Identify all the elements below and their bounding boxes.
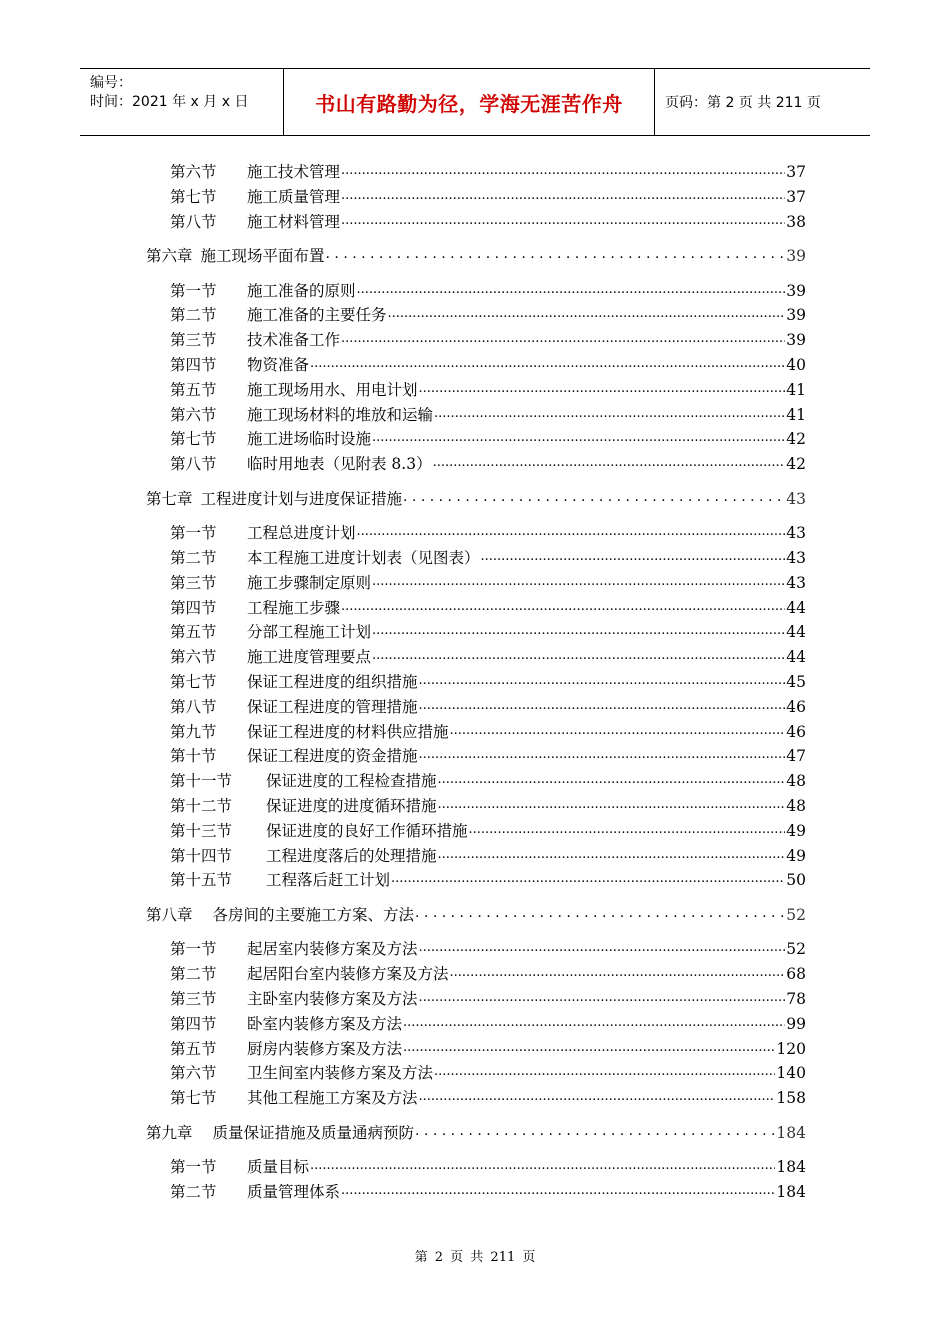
toc-section-entry[interactable] [170,672,806,694]
toc-section-entry[interactable] [170,548,806,570]
toc-entry-title: 保证工程进度的组织措施 [247,673,418,691]
toc-entry-title: 技术准备工作 [247,331,341,350]
toc-entry-page: 46 [786,697,806,716]
toc-entry-title: 各房间的主要施工方案、方法 [212,905,415,924]
toc-entry-title: 施工质量管理 [247,187,341,206]
toc-dot-leader [434,402,785,424]
toc-entry-page: 184 [776,1183,806,1201]
toc-dot-leader [419,694,786,716]
header-motto-cell [283,69,655,135]
toc-entry-number: 第三节 [170,331,217,350]
toc-entry-page: 42 [786,455,806,474]
toc-entry-number: 第一节 [170,940,217,959]
toc-entry-title: 临时用地表（见附表 8.3） [247,455,432,474]
toc-entry-page: 68 [786,965,806,984]
toc-dot-leader [419,1085,776,1107]
toc-dot-leader [326,243,786,264]
toc-entry-title: 质量管理体系 [247,1183,341,1201]
toc-entry-title: 施工现场材料的堆放和运输 [247,405,434,424]
toc-section-entry[interactable] [170,1157,806,1179]
toc-section-entry[interactable] [170,523,806,545]
toc-dot-leader [403,1036,775,1058]
toc-entry-page: 40 [786,356,806,374]
document-code-label: 编号： [90,75,132,91]
toc-entry-page: 37 [786,187,806,206]
toc-entry-number: 第七章 [146,489,193,508]
toc-entry-number: 第六章 [146,247,193,266]
toc-entry-number: 第十一节 [170,772,233,791]
toc-entry-title: 质量保证措施及质量通病预防 [212,1123,415,1142]
header-page-cell [655,69,870,135]
toc-entry-number: 第十节 [170,747,217,766]
toc-dot-leader [450,719,786,741]
toc-dot-leader [372,619,785,641]
toc-dot-leader [403,1011,785,1033]
toc-entry-number: 第四节 [170,1014,217,1033]
toc-entry-page: 43 [786,549,806,567]
toc-entry-number: 第十二节 [170,797,233,815]
toc-dot-leader [438,793,786,815]
toc-entry-title: 保证工程进度的材料供应措施 [247,722,449,741]
toc-entry-title: 质量目标 [247,1158,310,1177]
toc-dot-leader [372,426,785,448]
toc-entry-number: 第三节 [170,573,217,592]
toc-entry-number: 第六节 [170,648,217,667]
toc-section-entry[interactable] [170,598,806,620]
toc-section-entry[interactable] [170,939,806,961]
toc-entry-page: 120 [776,1039,806,1058]
toc-entry-number: 第十五节 [170,871,233,890]
toc-entry-number: 第六节 [170,1064,217,1083]
toc-entry-title: 施工准备的主要任务 [247,306,387,325]
toc-entry-page: 43 [786,573,806,592]
toc-entry-title: 物资准备 [247,356,310,374]
toc-entry-page: 41 [786,380,806,399]
toc-entry-title: 主卧室内装修方案及方法 [247,990,418,1008]
toc-section-entry[interactable] [170,622,806,644]
toc-section-entry[interactable] [170,722,806,744]
toc-entry-page: 52 [786,940,806,959]
toc-entry-number: 第九节 [170,722,217,741]
toc-entry-title: 分部工程施工计划 [247,623,372,642]
toc-entry-number: 第七节 [170,430,217,449]
toc-entry-number: 第七节 [170,187,217,206]
toc-dot-leader [419,669,786,691]
toc-entry-page: 39 [786,331,806,350]
toc-entry-page: 50 [786,871,806,890]
toc-section-entry[interactable] [170,821,806,843]
toc-section-entry[interactable] [170,1182,806,1204]
toc-entry-page: 48 [786,772,806,791]
toc-entry-title: 施工现场平面布置 [200,247,325,266]
toc-entry-page: 42 [786,430,806,449]
toc-section-entry[interactable] [170,162,806,184]
toc-entry-number: 第四节 [170,598,217,617]
toc-entry-number: 第二节 [170,965,217,984]
toc-entry-number: 第十三节 [170,821,233,840]
toc-section-entry[interactable] [170,1063,806,1085]
toc-entry-page: 44 [786,598,806,617]
toc-chapter-entry[interactable] [146,489,806,510]
toc-dot-leader [391,867,785,889]
toc-entry-number: 第七节 [170,1089,217,1108]
toc-dot-leader [481,545,786,567]
toc-entry-title: 工程施工步骤 [247,598,341,617]
toc-entry-page: 38 [786,212,806,231]
toc-entry-number: 第六节 [170,163,217,181]
toc-entry-title: 卧室内装修方案及方法 [247,1014,403,1033]
toc-entry-title: 保证进度的进度循环措施 [266,797,437,815]
toc-entry-number: 第一节 [170,1158,217,1177]
toc-section-entry[interactable] [170,1014,806,1036]
toc-entry-page: 46 [786,722,806,741]
toc-section-entry[interactable] [170,771,806,793]
toc-entry-title: 施工进场临时设施 [247,430,372,449]
toc-entry-number: 第二节 [170,1183,217,1201]
toc-dot-leader [415,902,785,923]
toc-dot-leader [341,209,785,231]
toc-entry-number: 第八节 [170,212,217,231]
toc-entry-page: 52 [786,905,806,924]
toc-entry-number: 第八章 [146,905,193,924]
toc-section-entry[interactable] [170,870,806,892]
toc-entry-title: 工程进度落后的处理措施 [266,846,437,865]
toc-entry-title: 施工材料管理 [247,212,341,231]
header-page-info: 页码：第 2 页 共 211 页 [665,95,821,111]
toc-section-entry[interactable] [170,454,806,476]
toc-entry-number: 第九章 [146,1123,193,1142]
toc-entry-number: 第五节 [170,1039,217,1058]
toc-section-entry[interactable] [170,212,806,234]
toc-dot-leader [357,520,786,542]
page-header [80,68,870,136]
toc-entry-title: 工程进度计划与进度保证措施 [200,489,403,508]
toc-entry-title: 施工准备的原则 [247,281,356,300]
toc-dot-leader [419,936,786,958]
toc-entry-number: 第四节 [170,356,217,374]
toc-section-entry[interactable] [170,187,806,209]
toc-entry-title: 保证进度的工程检查措施 [266,772,437,791]
toc-entry-page: 44 [786,648,806,667]
toc-entry-page: 140 [776,1064,806,1083]
toc-entry-page: 158 [776,1089,806,1108]
toc-section-entry[interactable] [170,1039,806,1061]
toc-entry-title: 工程总进度计划 [247,524,356,543]
toc-section-entry[interactable] [170,573,806,595]
toc-entry-page: 184 [776,1158,806,1177]
toc-section-entry[interactable] [170,1088,806,1110]
toc-entry-title: 本工程施工进度计划表（见图表） [247,549,480,567]
toc-entry-title: 工程落后赶工计划 [266,871,391,890]
toc-entry-page: 49 [786,821,806,840]
toc-entry-page: 39 [786,247,806,266]
toc-dot-leader [419,377,786,399]
toc-dot-leader [438,768,786,790]
toc-entry-number: 第二节 [170,549,217,567]
toc-entry-title: 起居阳台室内装修方案及方法 [247,965,449,984]
toc-section-entry[interactable] [170,281,806,303]
toc-entry-page: 184 [776,1123,806,1142]
toc-entry-page: 43 [786,524,806,543]
toc-dot-leader [415,1120,775,1141]
header-motto: 书山有路勤为径，学海无涯苦作舟 [315,91,623,116]
toc-section-entry[interactable] [170,355,806,377]
toc-dot-leader [341,184,785,206]
toc-entry-number: 第八节 [170,455,217,474]
toc-dot-leader [341,327,785,349]
toc-section-entry[interactable] [170,330,806,352]
toc-entry-number: 第五节 [170,380,217,399]
toc-entry-number: 第一节 [170,281,217,300]
toc-entry-title: 卫生间室内装修方案及方法 [247,1064,434,1083]
toc-section-entry[interactable] [170,647,806,669]
toc-dot-leader [419,743,786,765]
toc-chapter-entry[interactable] [146,246,806,267]
toc-entry-number: 第八节 [170,697,217,716]
toc-dot-leader [434,1060,775,1082]
toc-entry-page: 45 [786,673,806,691]
toc-chapter-entry[interactable] [146,1123,806,1144]
toc-section-entry[interactable] [170,846,806,868]
toc-entry-page: 41 [786,405,806,424]
toc-entry-number: 第五节 [170,623,217,642]
toc-section-entry[interactable] [170,697,806,719]
toc-dot-leader [372,644,785,666]
toc-entry-title: 厨房内装修方案及方法 [247,1039,403,1058]
toc-entry-title: 施工技术管理 [247,163,341,181]
toc-entry-title: 起居室内装修方案及方法 [247,940,418,959]
toc-entry-number: 第七节 [170,673,217,691]
toc-dot-leader [419,986,786,1008]
toc-dot-leader [372,570,785,592]
toc-entry-page: 37 [786,163,806,181]
toc-section-entry[interactable] [170,305,806,327]
toc-dot-leader [438,843,786,865]
toc-entry-page: 48 [786,797,806,815]
toc-entry-number: 第六节 [170,405,217,424]
toc-dot-leader [341,159,785,181]
toc-entry-number: 第十四节 [170,846,233,865]
toc-section-entry[interactable] [170,380,806,402]
toc-entry-page: 39 [786,281,806,300]
page-footer: 第 2 页 共 211 页 [414,1250,536,1265]
header-meta-cell [80,69,283,135]
toc-entry-title: 施工现场用水、用电计划 [247,380,418,399]
toc-section-entry[interactable] [170,796,806,818]
toc-section-entry[interactable] [170,405,806,427]
document-time-label: 时间：2021 年 x 月 x 日 [90,94,249,110]
toc-entry-page: 49 [786,846,806,865]
toc-dot-leader [310,1154,775,1176]
toc-entry-page: 99 [786,1014,806,1033]
toc-entry-title: 保证工程进度的资金措施 [247,747,418,766]
toc-dot-leader [341,1179,775,1201]
toc-entry-number: 第三节 [170,990,217,1008]
toc-section-entry[interactable] [170,964,806,986]
toc-dot-leader [433,451,786,473]
toc-entry-title: 施工进度管理要点 [247,648,372,667]
toc-entry-number: 第一节 [170,524,217,543]
toc-dot-leader [341,595,785,617]
toc-chapter-entry[interactable] [146,905,806,926]
toc-dot-leader [450,961,786,983]
toc-entry-page: 39 [786,306,806,325]
toc-entry-page: 47 [786,747,806,766]
toc-section-entry[interactable] [170,989,806,1011]
toc-entry-title: 其他工程施工方案及方法 [247,1089,418,1108]
toc-entry-title: 保证工程进度的管理措施 [247,697,418,716]
toc-dot-leader [403,486,785,507]
toc-dot-leader [310,352,785,374]
toc-section-entry[interactable] [170,746,806,768]
toc-entry-page: 43 [786,489,806,508]
toc-entry-title: 保证进度的良好工作循环措施 [266,821,468,840]
toc-entry-number: 第二节 [170,306,217,325]
toc-entry-page: 78 [786,990,806,1008]
toc-section-entry[interactable] [170,429,806,451]
toc-dot-leader [357,278,786,300]
toc-dot-leader [388,302,786,324]
toc-entry-title: 施工步骤制定原则 [247,573,372,592]
toc-dot-leader [469,818,786,840]
toc-entry-page: 44 [786,623,806,642]
